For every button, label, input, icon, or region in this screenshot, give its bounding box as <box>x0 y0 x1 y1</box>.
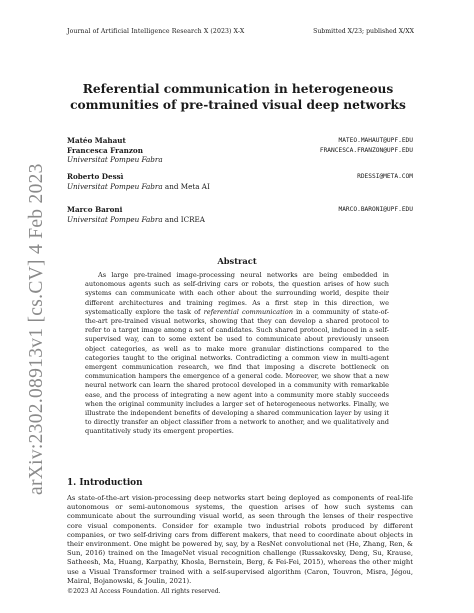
arxiv-identifier: arXiv:2302.08913v1 [cs.CV] 4 Feb 2023 <box>26 163 47 495</box>
author-email: RDESSI@META.COM <box>357 173 413 180</box>
author-name: Marco Baroni <box>67 205 123 214</box>
author-name: Francesca Franzon <box>67 145 143 155</box>
author-email: FRANCESCA.FRANZON@UPF.EDU <box>319 146 413 154</box>
author-group-1 <box>67 136 413 165</box>
author-affiliation-extra: and Meta AI <box>162 181 210 191</box>
paper-title: Referential communication in heterogeneous communities of pre-trained visual deep networks <box>70 82 406 112</box>
author-affiliation-extra: and ICREA <box>162 214 205 224</box>
abstract-body <box>85 271 389 437</box>
author-affiliation: Universitat Pompeu Fabra <box>67 155 163 164</box>
author-affiliation: Universitat Pompeu Fabra <box>67 181 163 191</box>
author-group-3 <box>67 205 413 224</box>
abstract-text-after: in a community of state-of-the-art pre-trained visual networks, showing that they can develop a shared protocol to refer to a target image among a set of candidates. Such shared protocol, induced in a self-supervised way, can to some extent be used to communicate about previously unseen object categories, as well as to make more granular distinctions compared to the categories taught to the original networks. Contradicting a common view in multi-agent emergent communication research, we find that imposing a discrete bottleneck on communication hampers the emergence of a general code. Moreover, we show that a new neural network can learn the shared protocol developed in a community with remarkable ease, and the process of integrating a new agent into a community more stably succeeds when the original community includes a larger set of heterogeneous networks. Finally, we illustrate the independent benefits of developing a shared communication layer by using it to directly transfer an object classifier from a network to another, and we qualitatively and quantitatively study its emergent properties. <box>85 307 389 436</box>
author-email: MATEO.MAHAUT@UPF.EDU <box>338 137 413 144</box>
section-body: As state-of-the-art vision-processing deep networks start being deployed as components of real-life autonomous or semi-autonomous systems, the question arises of how such systems can communicate about the surrounding visual world, as seen through the lenses of their respective core visual components. Consider for example two industrial robots produced by different companies, or two self-driving cars from different makers, that need to coordinate about objects in their environment. One might be powered by, say, by a ResNet convolutional net (He, Zhang, Ren, & Sun, 2016) trained on the ImageNet visual recognition challenge (Russakovsky, Deng, Su, Krause, Satheesh, Ma, Huang, Karpathy, Khosla, Bernstein, Berg, & Fei-Fei, 2015), whereas the other might use a Visual Transformer trained with a self-supervised algorithm (Caron, Touvron, Misra, Jégou, Mairal, Bojanowski, & Joulin, 2021). <box>67 494 413 585</box>
author-name: Roberto Dessì <box>67 172 124 181</box>
abstract-heading: Abstract <box>217 256 257 266</box>
author-group-2 <box>67 172 413 191</box>
author-email: MARCO.BARONI@UPF.EDU <box>338 206 413 213</box>
author-affiliation: Universitat Pompeu Fabra <box>67 214 163 224</box>
running-header-journal: Journal of Artificial Intelligence Research X (2023) X-X <box>67 28 245 35</box>
author-name: Matéo Mahaut <box>67 136 126 145</box>
copyright-footer: ©2023 AI Access Foundation. All rights reserved. <box>67 588 221 595</box>
abstract-text-before: As large pre-trained image-processing neural networks are being embedded in autonomous agents such as self-driving cars or robots, the question arises of how such systems can communicate with each other about the surrounding world, despite their different architectures and training regimes. As a first step in this direction, we systematically explore the task of <box>85 271 389 316</box>
abstract-emphasis: referential communication <box>203 307 293 316</box>
running-header-submitted: Submitted X/23; published X/XX <box>313 28 414 35</box>
section-heading: 1. Introduction <box>67 478 143 488</box>
